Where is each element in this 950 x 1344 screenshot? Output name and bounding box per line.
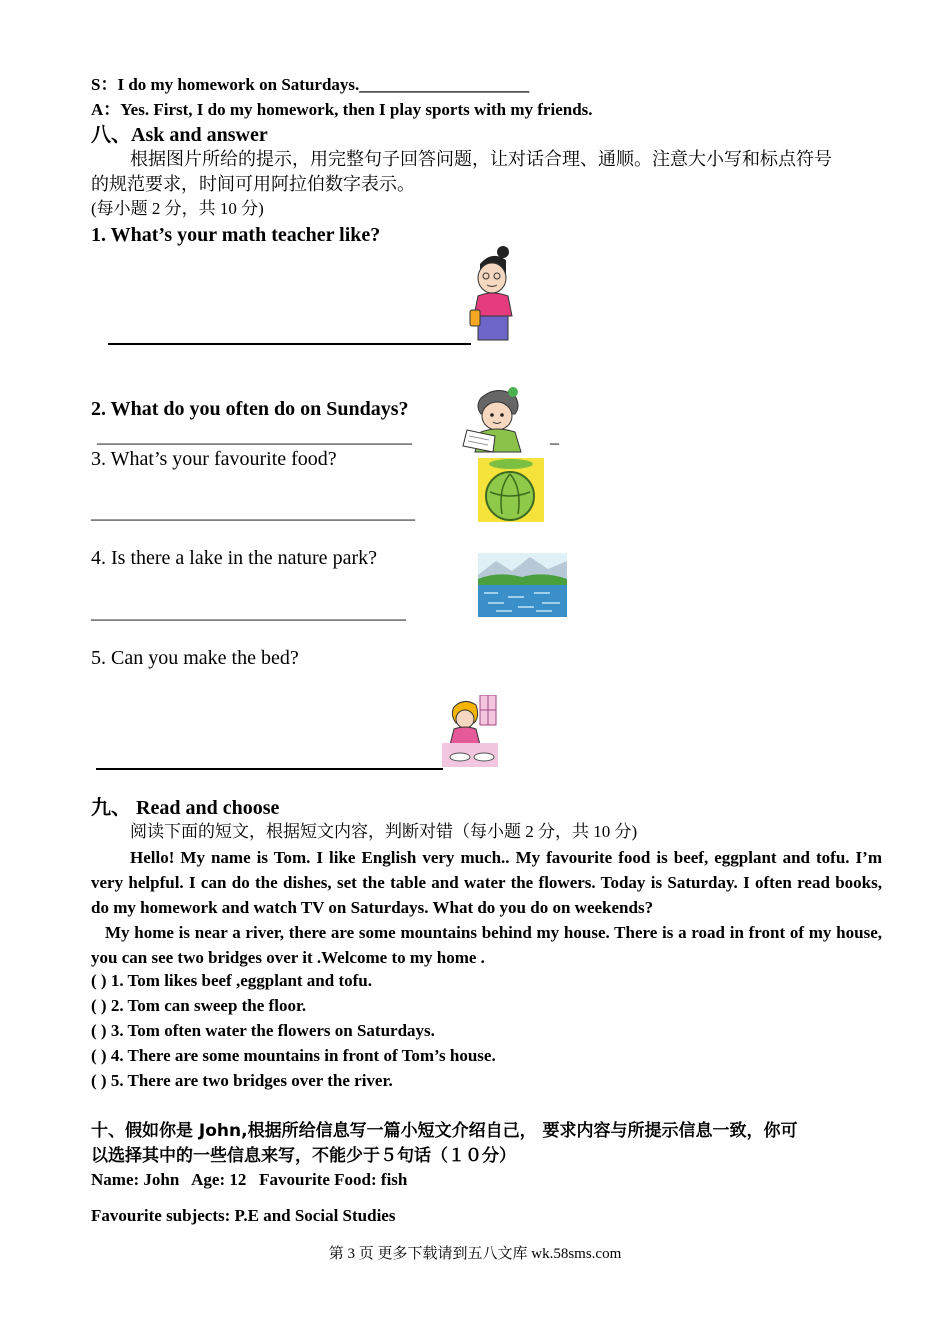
judge-item-1[interactable]: ( ) 1. Tom likes beef ,eggplant and tofu.: [91, 971, 372, 990]
info-subjects: Favourite subjects: P.E and Social Studies: [91, 1206, 396, 1225]
answer-line-2[interactable]: ___________________________________: [97, 426, 412, 446]
judge-item-3[interactable]: ( ) 3. Tom often water the flowers on Saturdays.: [91, 1021, 435, 1040]
girl-reading-picture: [461, 384, 537, 454]
judge-item-2[interactable]: ( ) 2. Tom can sweep the floor.: [91, 996, 307, 1015]
answer-line-1[interactable]: [108, 343, 471, 345]
section9-instruction: 阅读下面的短文，根据短文内容，判断对错（每小题 2 分，共 10 分): [130, 822, 638, 841]
answer-line-3[interactable]: ____________________________________: [91, 502, 415, 522]
passage-paragraph-2: My home is near a river, there are some mountains behind my house. There is a road in front of my house, you can see two bridges over it .Welcome to my home .: [91, 923, 882, 967]
question-3: 3. What’s your favourite food?: [91, 448, 337, 470]
section10-instruction-2: 以选择其中的一些信息来写，不能少于５句话（１０分）: [91, 1146, 516, 1166]
section9-heading: 九、 Read and choose: [91, 797, 280, 819]
dialog-a-line: A：Yes. First, I do my homework, then I play sports with my friends.: [91, 100, 593, 119]
passage-paragraph-1: Hello! My name is Tom. I like English very much.. My favourite food is beef, eggplant and tofu. I’m very helpful. I can do the dishes, set the table and water the flowers. Today is Saturday. I often read books, do my homework and watch TV on Saturdays. What do you do on weekends?: [91, 848, 882, 917]
section10-instruction-1: 十、假如你是 John,根据所给信息写一篇小短文介绍自己， 要求内容与所提示信息一致，你可: [91, 1121, 798, 1141]
section8-heading: 八、Ask and answer: [91, 124, 268, 146]
girl-cleaning-picture: [442, 695, 498, 767]
section8-score: (每小题 2 分，共 10 分): [91, 199, 264, 218]
answer-line-2-tail: _: [550, 426, 559, 446]
page-footer: 第 3 页 更多下载请到五八文库 wk.58sms.com: [328, 1246, 622, 1262]
question-4: 4. Is there a lake in the nature park?: [91, 547, 377, 569]
judge-item-4[interactable]: ( ) 4. There are some mountains in front of Tom’s house.: [91, 1046, 496, 1065]
dialog-s-line: S：I do my homework on Saturdays.____________________: [91, 75, 530, 94]
question-1: 1. What’s your math teacher like?: [91, 224, 381, 246]
answer-line-5[interactable]: [96, 768, 443, 770]
question-2: 2. What do you often do on Sundays?: [91, 398, 409, 420]
question-5: 5. Can you make the bed?: [91, 647, 299, 669]
answer-line-4[interactable]: ___________________________________: [91, 602, 406, 622]
judge-item-5[interactable]: ( ) 5. There are two bridges over the river.: [91, 1071, 393, 1090]
info-name-age-food: Name: John Age: 12 Favourite Food: fish: [91, 1170, 408, 1189]
section8-instruction-1: 根据图片所给的提示，用完整句子回答问题，让对话合理、通顺。注意大小写和标点符号: [130, 149, 832, 169]
cabbage-picture: [478, 458, 544, 522]
teacher-picture: [466, 244, 518, 342]
lake-picture: [478, 553, 567, 617]
section8-instruction-2: 的规范要求，时间可用阿拉伯数字表示。: [91, 174, 415, 194]
